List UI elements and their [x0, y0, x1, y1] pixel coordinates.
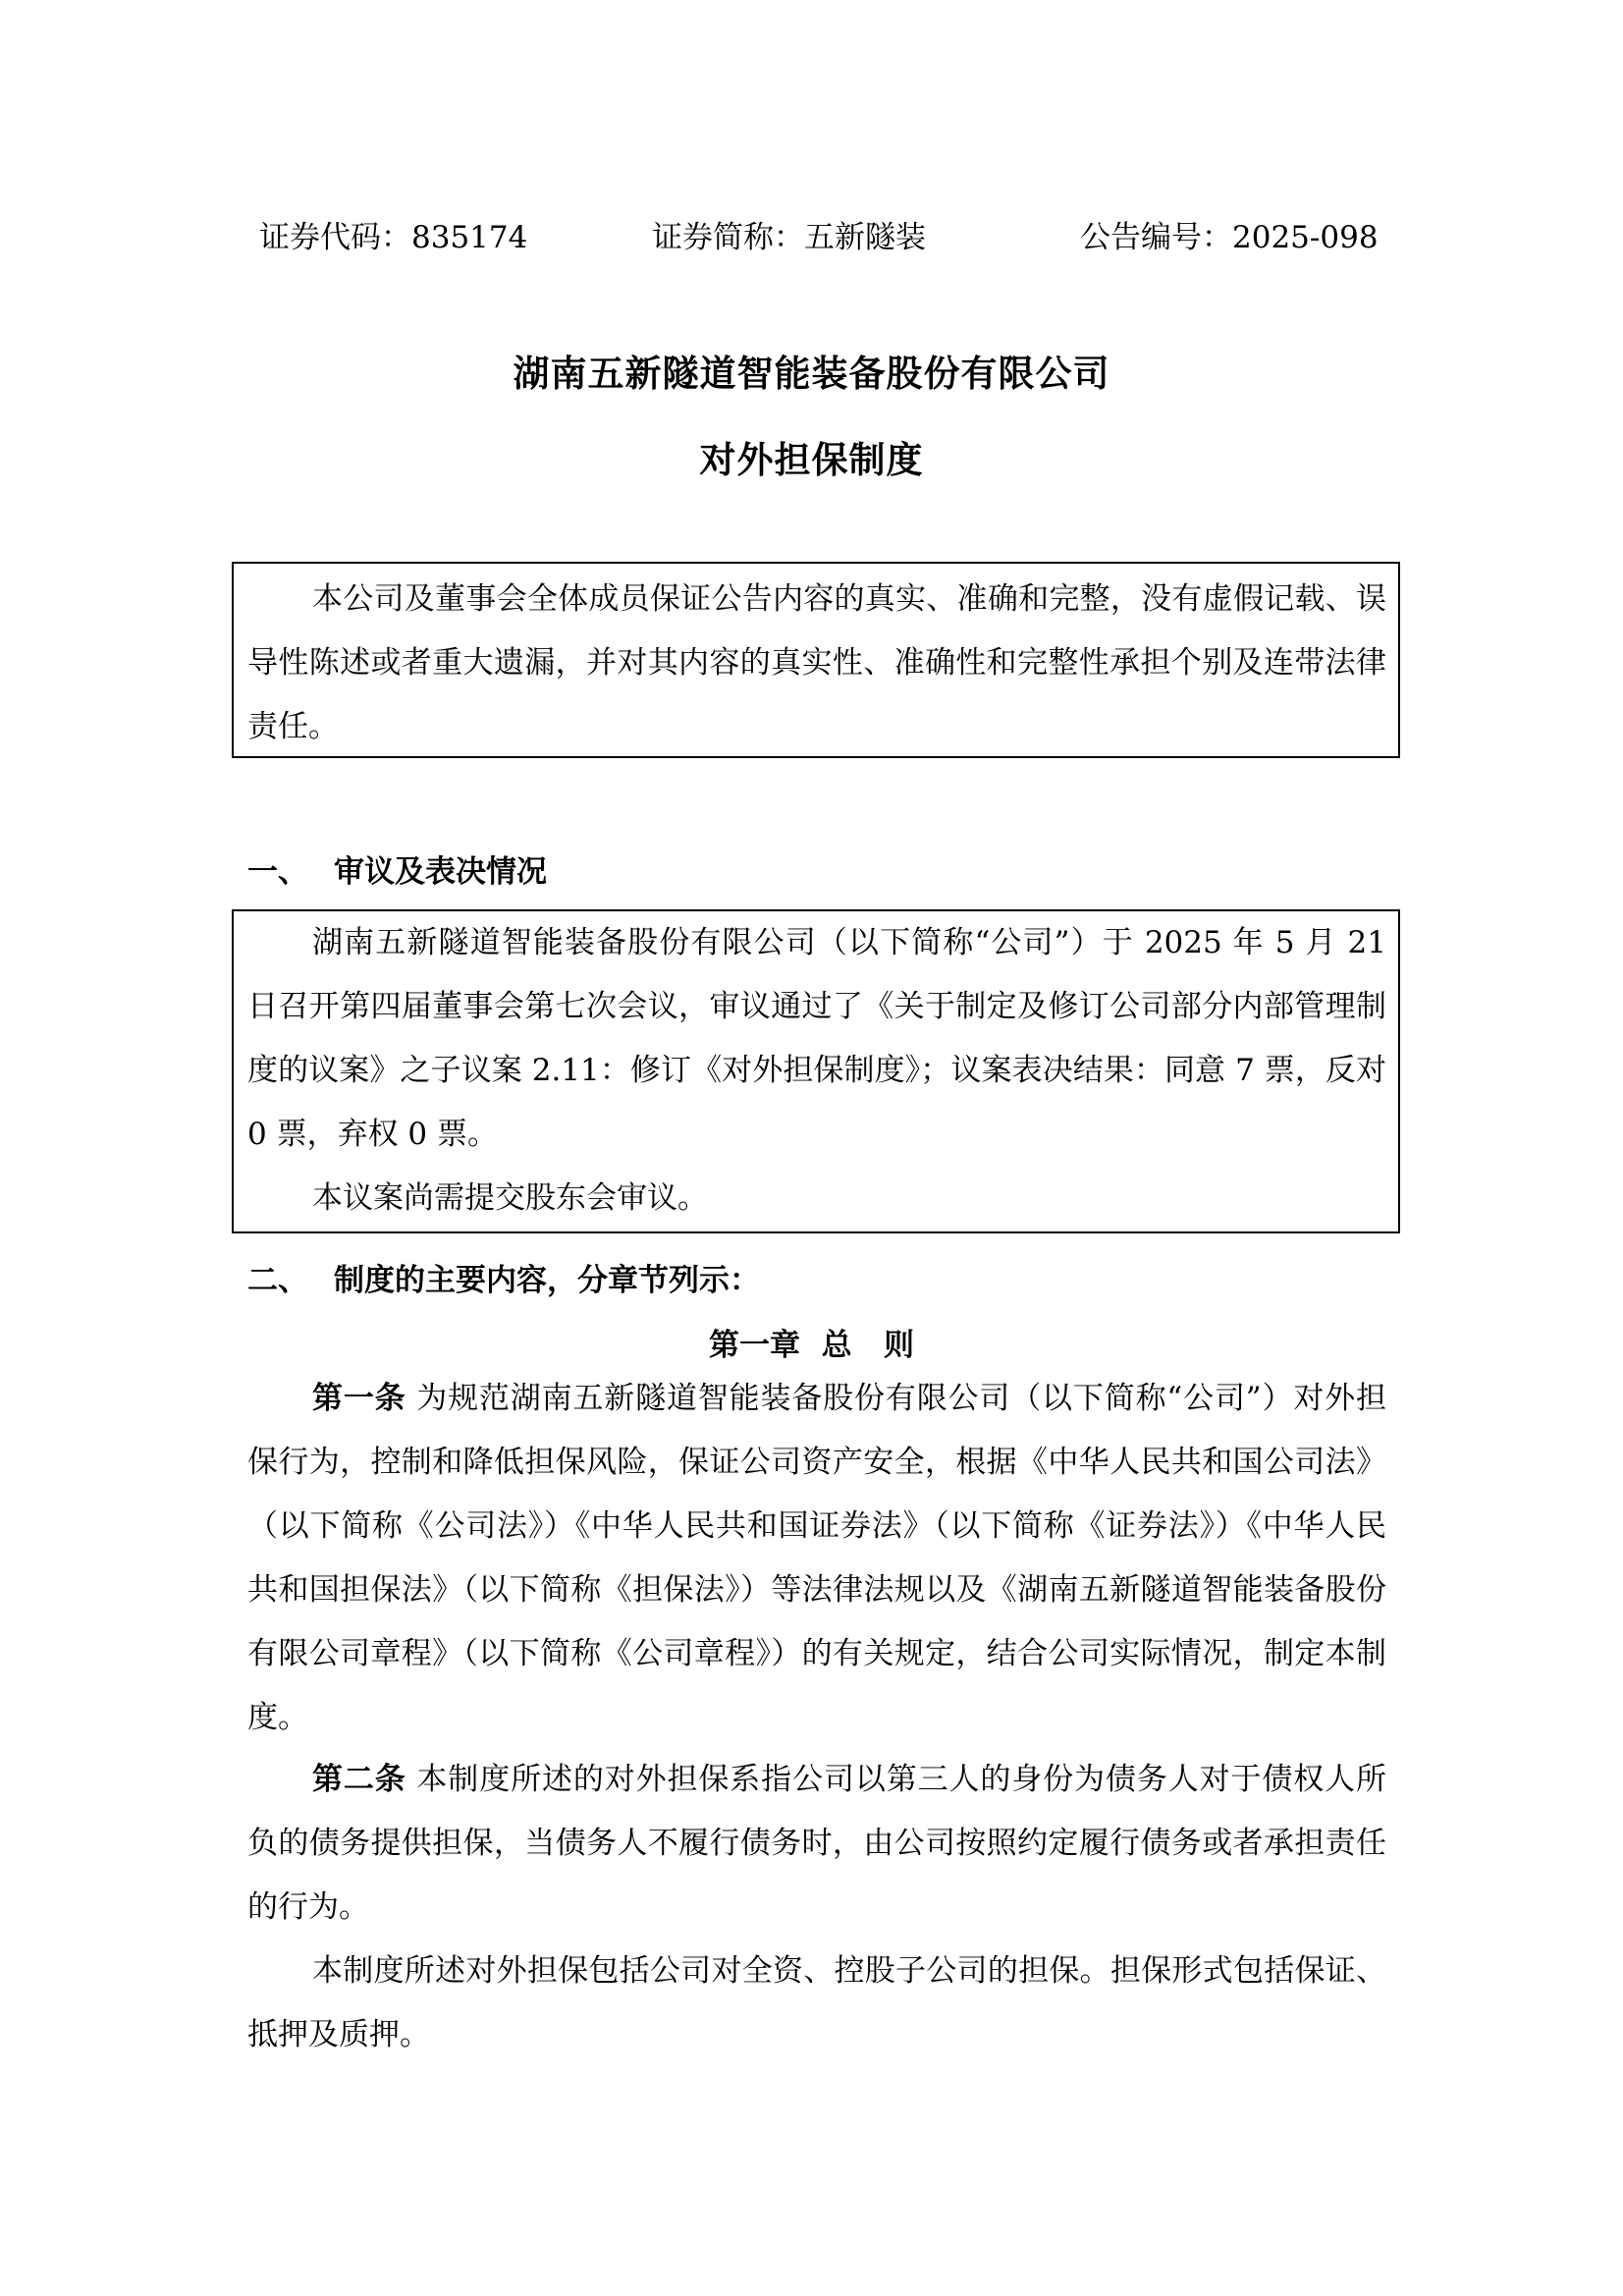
review-paragraph: 湖南五新隧道智能装备股份有限公司（以下简称“公司”）于 2025 年 5 月 21 日召开第四届董事会第七次会议，审议通过了《关于制定及修订公司部分内部管理制度的议案》之子议案 2.11：修订《对外担保制度》；议案表决结果：同意 7 票，反对 0 票，弃权 0 票。	[247, 925, 1386, 1152]
security-code: 证券代码：835174	[259, 220, 528, 255]
section-1-heading	[247, 847, 547, 891]
chapter-1-title: 第一章 总 则	[709, 1328, 914, 1363]
disclaimer-text: 本公司及董事会全体成员保证公告内容的真实、准确和完整，没有虚假记载、误导性陈述或者重大遗漏，并对其内容的真实性、准确性和完整性承担个别及连带法律责任。	[247, 581, 1386, 744]
article-2-text: 本制度所述的对外担保系指公司以第三人的身份为债务人对于债权人所负的债务提供担保，当债务人不履行债务时，由公司按照约定履行债务或者承担责任的行为。	[247, 1762, 1387, 1925]
article-1-label: 第一条	[312, 1381, 406, 1416]
section-2-heading	[247, 1255, 760, 1299]
security-short-name: 证券简称：五新隧装	[652, 220, 926, 255]
article-1	[247, 1367, 1386, 1750]
section-1-number: 一、	[247, 854, 308, 890]
article-1-text: 为规范湖南五新隧道智能装备股份有限公司（以下简称“公司”）对外担保行为，控制和降低担保风险，保证公司资产安全，根据《中华人民共和国公司法》（以下简称《公司法》）《中华人民共和国证券法》（以下简称《证券法》）《中华人民共和国担保法》（以下简称《担保法》）等法律法规以及《湖南五新隧道智能装备股份有限公司章程》（以下简称《公司章程》）的有关规定，结合公司实际情况，制定本制度。	[247, 1381, 1387, 1735]
announcement-header	[0, 212, 1623, 255]
section-2-number: 二、	[247, 1263, 308, 1298]
review-note: 本议案尚需提交股东会审议。	[312, 1180, 708, 1216]
section-1-title: 审议及表决情况	[334, 854, 547, 890]
article-2	[247, 1748, 1386, 1940]
document-title: 对外担保制度	[699, 439, 924, 481]
article-2-paragraph-2: 本制度所述对外担保包括公司对全资、控股子公司的担保。担保形式包括保证、抵押及质押。	[247, 1953, 1386, 2052]
article-2-label: 第二条	[312, 1762, 406, 1797]
section-2-title: 制度的主要内容，分章节列示：	[334, 1263, 760, 1298]
company-title: 湖南五新隧道智能装备股份有限公司	[513, 353, 1110, 395]
notice-number: 公告编号：2025-098	[1080, 220, 1379, 255]
